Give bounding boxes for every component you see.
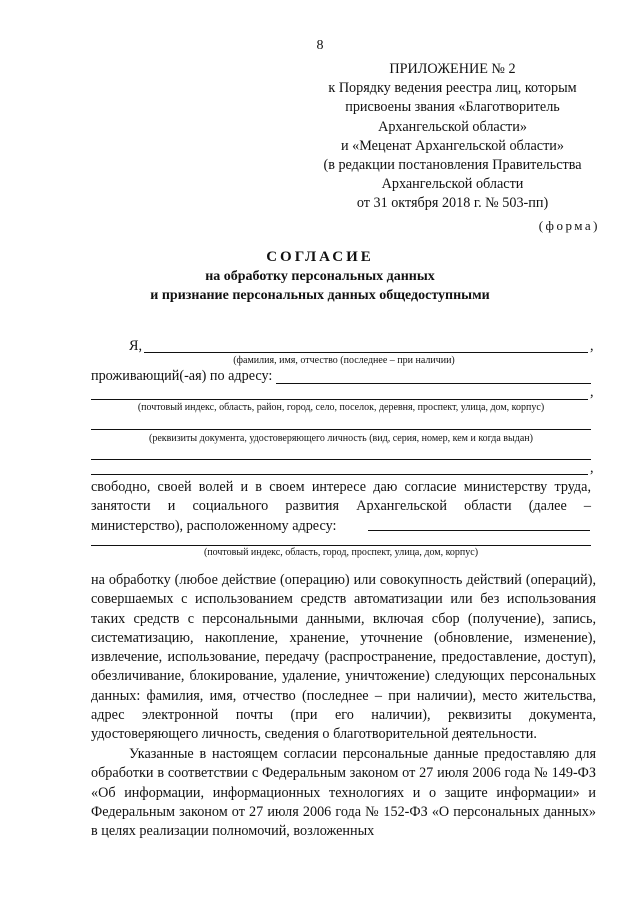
hint-ministry-address: (почтовый индекс, область, город, проспект, улица, дом, корпус) (203, 547, 479, 558)
appendix-line: присвоены звания «Благотворитель (345, 99, 560, 116)
page-number: 8 (316, 38, 324, 53)
document-field-line-3[interactable] (91, 474, 588, 475)
processing-paragraph: на обработку (любое действие (операцию) или совокупность действий (операций), совершаемых с использованием средств автоматизации или без использования таких средств с персональными данными, включая сбор (получение), запись, систематизацию, накопление, хранение, уточнение (обновление, изменение), извлечение, использование, передачу (распространение, предоставление, доступ), обезличивание, блокирование, удаление, уничтожение) следующих персональных данных: фамилия, имя, отчество (последнее – при наличии), место жительства, адрес электронной почты (при его наличии), реквизиты документа, удостоверяющего личность, сведения о благотворительной деятельности. (91, 572, 596, 743)
appendix-line: от 31 октября 2018 г. № 503-пп) (356, 195, 549, 212)
document-field-line[interactable] (91, 429, 591, 430)
consent-text: свободно, своей волей и в своем интересе даю согласие министерству труда, занятости и социального развития Архангельской области (далее – министерство), расположенному адресу: (91, 479, 591, 534)
name-comma: , (590, 338, 594, 354)
document-title: СОГЛАСИЕ (266, 249, 374, 265)
appendix-line: и «Меценат Архангельской области» (341, 137, 564, 154)
ministry-address-line-1[interactable] (368, 530, 590, 531)
address-field-line-2[interactable] (91, 399, 588, 400)
appendix-header (305, 60, 600, 214)
document-field-line-2[interactable] (91, 459, 591, 460)
subtitle-line-1: на обработку персональных данных (205, 269, 435, 284)
address-label: проживающий(-ая) по адресу: (91, 368, 273, 384)
appendix-line: к Порядку ведения реестра лиц, которым (328, 80, 577, 97)
appendix-line: (в редакции постановления Правительства (323, 157, 582, 174)
appendix-line: Архангельской области (381, 176, 524, 193)
document-comma: , (590, 460, 594, 476)
subtitle-line-2: и признание персональных данных общедоступными (150, 288, 490, 303)
name-field-line[interactable] (144, 352, 588, 353)
hint-document: (реквизиты документа, удостоверяющего личность (вид, серия, номер, кем и когда выдан) (149, 433, 533, 444)
hint-address: (почтовый индекс, область, район, город, село, поселок, деревня, проспект, улица, дом, корпус) (137, 402, 545, 413)
address-field-line-1[interactable] (276, 383, 591, 384)
appendix-line: Архангельской области» (378, 118, 527, 135)
form-label: (форма) (538, 218, 600, 233)
document-subtitle (0, 267, 640, 305)
hint-name: (фамилия, имя, отчество (последнее – при наличии) (233, 355, 455, 366)
address-comma: , (590, 384, 594, 400)
ministry-address-line-2[interactable] (91, 545, 591, 546)
appendix-line: ПРИЛОЖЕНИЕ № 2 (389, 61, 516, 77)
i-label: Я, (129, 338, 143, 354)
legal-basis-paragraph: Указанные в настоящем согласии персональные данные предоставляю для обработки в соответствии с Федеральным законом от 27 июля 2006 года № 149-ФЗ «Об информации, информационных технологиях и о защите информации» и Федеральным законом от 27 июля 2006 года № 152-ФЗ «О персональных данных» в целях реализации полномочий, возложенных (91, 746, 596, 840)
